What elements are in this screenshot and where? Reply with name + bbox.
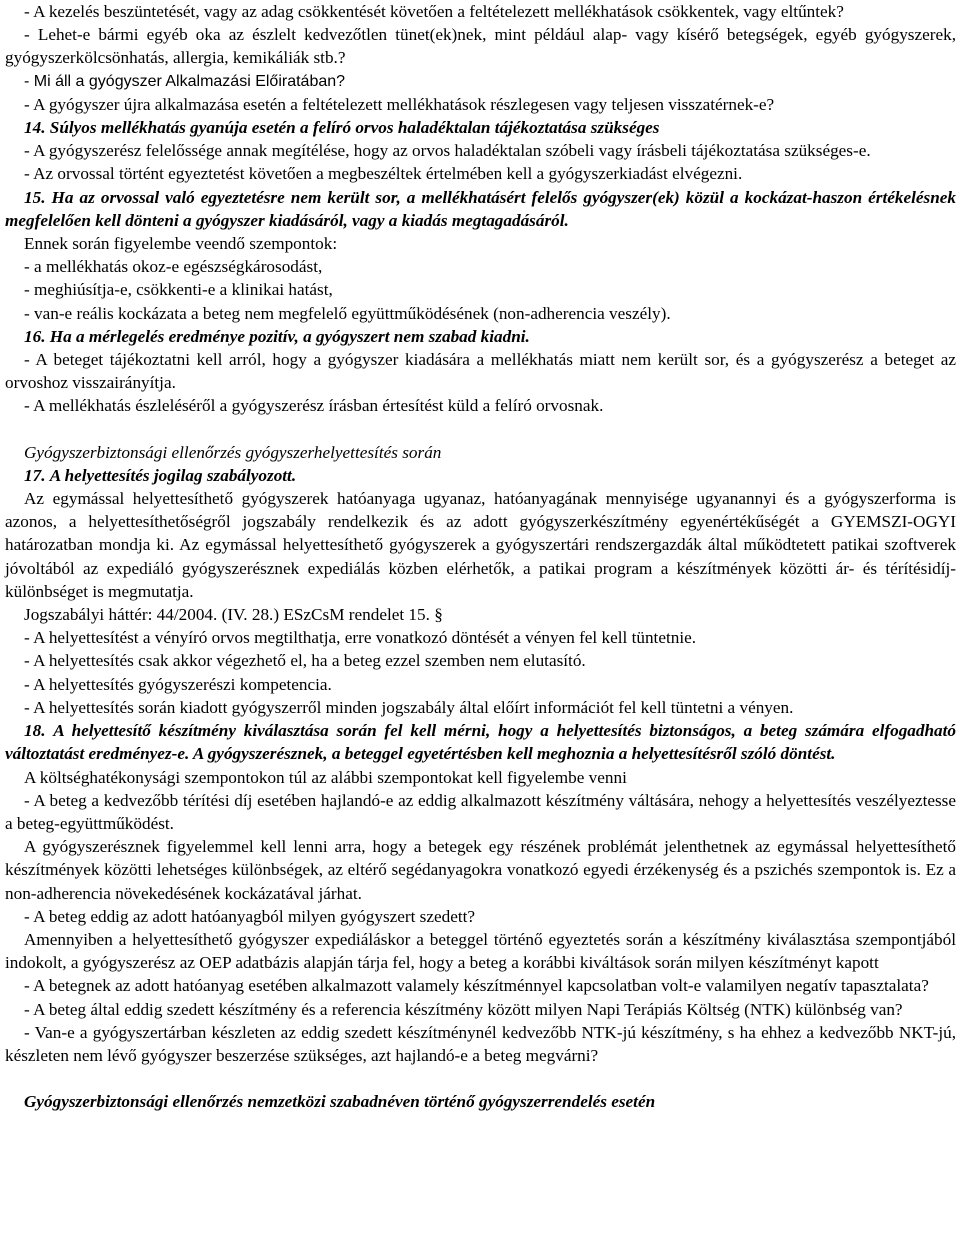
- item-18-text-3: A gyógyszerésznek figyelemmel kell lenni arra, hogy a betegek egy részének problémát jelenthetnek az egymással helyettesíthető készítmények közötti lehetséges különbségek, az eltérő segédanyagokra vonatkozó egyedi érzékenység és a pszichés szempontok is. Ez a non-adherencia növekedésének kockázatával járhat.: [5, 837, 956, 903]
- section-heading-substitution: Gyógyszerbiztonsági ellenőrzés gyógyszerhelyettesítés során: [24, 442, 442, 462]
- spacer: [5, 1067, 956, 1090]
- section-heading-inn-prescribing: Gyógyszerbiztonsági ellenőrzés nemzetközi szabadnéven történő gyógyszerrendelés esetén: [24, 1092, 656, 1112]
- item-18-text-8: - Van-e a gyógyszertárban készleten az eddig szedett készítménynél kedvezőbb NTK-jú készítmény, s ha ehhez a kedvezőbb NKT-jú, készleten nem lévő gyógyszer beszerzése szükséges, azt hajlandó-e a beteg megvárni?: [5, 1022, 956, 1065]
- item-18-text-1: A költséghatékonysági szempontokon túl az alábbi szempontokat kell figyelembe venni: [24, 767, 627, 787]
- item-18-text-6: - A betegnek az adott hatóanyag esetében alkalmazott valamely készítménnyel kapcsolatban volt-e valamilyen negatív tapasztalata?: [24, 976, 929, 996]
- item-17-text-1: Az egymással helyettesíthető gyógyszerek hatóanyaga ugyanaz, hatóanyagának mennyisége ugyanannyi és a gyógyszerforma is azonos, a helyettesíthetőségről jogszabály rendelkezik és az adott gyógyszerkészítmény egyenértékűségét a GYEMSZI-OGYI határozatban mondja ki. Az egymással helyettesíthető gyógyszerek a gyógyszertári rendszergazdák által működtetett patikai szoftverek jóvoltából az expediáló gyógyszerésznek expediálás közben elérhetők, a patikai program a készítmények közötti ár- és térítésidíj-különbséget is megmutatja.: [5, 489, 956, 601]
- question-rechallenge: - A gyógyszer újra alkalmazása esetén a feltételezett mellékhatások részlegesen vagy teljesen visszatérnek-e?: [24, 94, 775, 114]
- item-15-heading: [5, 186, 956, 232]
- item-16-text-2: - A mellékhatás észleléséről a gyógyszerész írásban értesítést küld a felíró orvosnak.: [24, 396, 604, 416]
- item-17-text-5: - A helyettesítés gyógyszerészi kompetencia.: [24, 674, 332, 694]
- item-16-text-1: - A beteget tájékoztatni kell arról, hogy a gyógyszer kiadására a mellékhatás miatt nem került sor, és a gyógyszerész a beteget az orvoshoz visszairányítja.: [5, 350, 956, 393]
- item-15-text-3: - meghiúsítja-e, csökkenti-e a klinikai hatást,: [24, 280, 333, 300]
- item-17-title: A helyettesítés jogilag szabályozott.: [49, 465, 297, 485]
- item-17-heading: [5, 464, 956, 487]
- item-14-title: Súlyos mellékhatás gyanúja esetén a felíró orvos haladéktalan tájékoztatása szükséges: [49, 118, 660, 138]
- item-18-text-7: - A beteg által eddig szedett készítmény és a referencia készítmény között milyen Napi Terápiás Költség (NTK) különbség van?: [24, 999, 903, 1019]
- item-17-text-3: - A helyettesítést a vényíró orvos megtilthatja, erre vonatkozó döntését a vényen fel kell tüntetnie.: [24, 628, 697, 648]
- item-14-text-1: - A gyógyszerész felelőssége annak megítélése, hogy az orvos haladéktalan szóbeli vagy írásbeli tájékoztatása szükséges-e.: [24, 141, 871, 161]
- question-spc: - Mi áll a gyógyszer Alkalmazási Előiratában?: [24, 72, 346, 90]
- item-14-number: 14.: [24, 118, 46, 138]
- item-15-text-1: Ennek során figyelembe veendő szempontok:: [24, 234, 338, 254]
- item-18-text-4: - A beteg eddig az adott hatóanyagból milyen gyógyszert szedett?: [24, 906, 476, 926]
- item-16-title: Ha a mérlegelés eredménye pozitív, a gyógyszert nem szabad kiadni.: [49, 326, 530, 346]
- spacer: [5, 418, 956, 441]
- item-17-number: 17.: [24, 465, 46, 485]
- question-other-causes: - Lehet-e bármi egyéb oka az észlelt kedvezőtlen tünet(ek)nek, mint például alap- vagy kísérő betegségek, egyéb gyógyszerek, gyógyszerkölcsönhatás, allergia, kemikáliák stb.?: [5, 25, 956, 68]
- item-17-text-4: - A helyettesítés csak akkor végezhető el, ha a beteg ezzel szemben nem elutasító.: [24, 651, 586, 671]
- item-18-number: 18.: [24, 721, 46, 741]
- question-outcome: - A kezelés beszüntetését, vagy az adag csökkentését követően a feltételezett mellékhatások csökkentek, vagy eltűntek?: [24, 2, 844, 21]
- item-18-text-5: Amennyiben a helyettesíthető gyógyszer expediáláskor a beteggel történő egyeztetés során a készítmény kiválasztása szempontjából indokolt, a gyógyszerész az OEP adatbázis alapján tárja fel, hogy a beteg a korábbi kiváltások során milyen készítményt kapott: [5, 929, 956, 973]
- item-18-title: A helyettesítő készítmény kiválasztása során fel kell mérni, hogy a helyettesítés biztonságos, a beteg számára elfogadható változtatást eredményez-e. A gyógyszerésznek, a beteggel egyetértésben kell meghoznia a helyettesítésről szóló döntést.: [5, 721, 956, 764]
- item-15-number: 15.: [24, 187, 46, 207]
- item-17-legal-basis: Jogszabályi háttér: 44/2004. (IV. 28.) ESzCsM rendelet 15. §: [24, 605, 443, 625]
- item-14-heading: [5, 116, 956, 139]
- item-14-text-2: - Az orvossal történt egyeztetést követően a megbeszéltek értelmében kell a gyógyszerkiadást elvégezni.: [24, 164, 743, 184]
- item-15-text-4: - van-e reális kockázata a beteg nem megfelelő együttműködésének (non-adherencia veszély).: [24, 303, 671, 323]
- item-16-heading: [5, 325, 956, 348]
- item-16-number: 16.: [24, 326, 46, 346]
- item-18-text-2: - A beteg a kedvezőbb térítési díj esetében hajlandó-e az eddig alkalmazott készítmény váltására, nehogy a helyettesítés veszélyeztesse a beteg-együttműködést.: [5, 790, 956, 833]
- item-17-text-6: - A helyettesítés során kiadott gyógyszerről minden jogszabály által előírt információt fel kell tüntetni a vényen.: [24, 697, 794, 717]
- item-15-title: Ha az orvossal való egyeztetésre nem került sor, a mellékhatásért felelős gyógyszer(ek) közül a kockázat-haszon értékelésnek megfelelően kell dönteni a gyógyszer kiadásáról, vagy a kiadás megtagadásáról.: [5, 187, 956, 230]
- item-18-heading: [5, 719, 956, 765]
- item-15-text-2: - a mellékhatás okoz-e egészségkárosodást,: [24, 257, 323, 277]
